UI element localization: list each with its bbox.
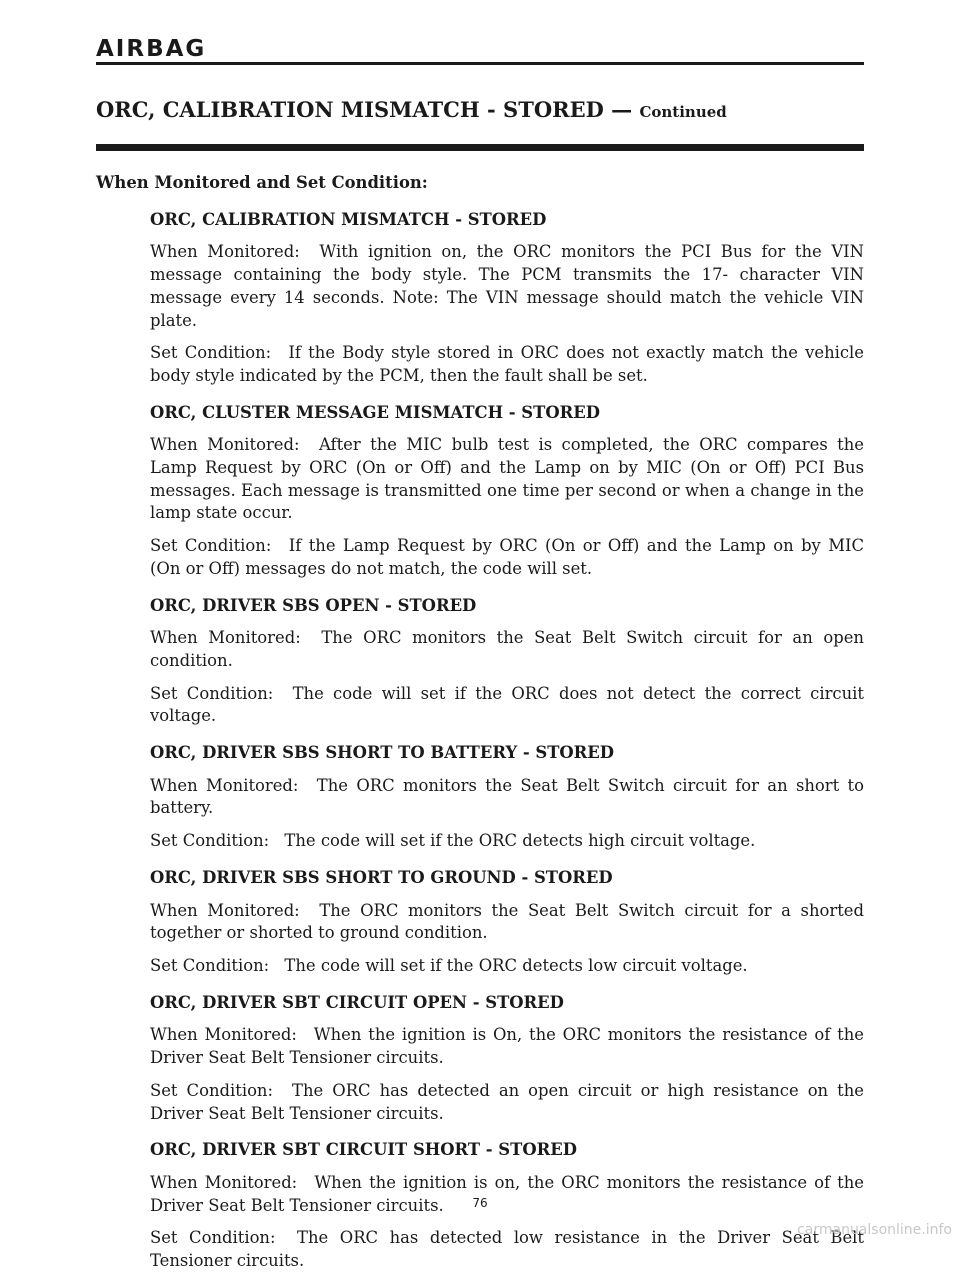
section [150,402,864,581]
condition-label: Set Condition: [150,1080,274,1100]
condition-paragraph [150,775,864,820]
condition-paragraph [150,535,864,580]
condition-label: When Monitored: [150,628,301,648]
watermark: carmanualsonline.info [797,1222,952,1238]
section [150,867,864,978]
condition-paragraph [150,434,864,525]
section [150,742,864,853]
condition-label: Set Condition: [150,536,272,556]
condition-paragraph [150,1024,864,1069]
condition-text: The ORC monitors the Seat Belt Switch circuit for an short to battery. [150,775,865,818]
sections-list [150,209,864,1273]
page-title [96,97,727,122]
condition-paragraph [150,1227,864,1272]
section [150,992,864,1126]
condition-paragraph [150,627,864,672]
condition-text: The ORC monitors the Seat Belt Switch circuit for an open condition. [150,628,864,670]
section-title: ORC, DRIVER SBT CIRCUIT SHORT - STORED [150,1140,577,1160]
section-title: ORC, DRIVER SBS SHORT TO GROUND - STORED [150,867,613,887]
condition-paragraph [150,955,864,978]
condition-paragraph [150,241,864,332]
condition-label: When Monitored: [150,900,300,920]
section-title: ORC, DRIVER SBT CIRCUIT OPEN - STORED [150,992,564,1012]
section-header: AIRBAG [96,36,207,62]
condition-label: When Monitored: [150,1172,298,1192]
condition-text: The ORC monitors the Seat Belt Switch circuit for a shorted together or shorted to ground condition. [150,900,864,943]
continued-label: Continued [639,103,727,121]
condition-text: The code will set if the ORC does not detect the correct circuit voltage. [150,683,864,726]
section-title: ORC, CLUSTER MESSAGE MISMATCH - STORED [150,402,600,422]
page-title-text: ORC, CALIBRATION MISMATCH - STORED — [96,97,633,122]
condition-text: If the Lamp Request by ORC (On or Off) and the Lamp on by MIC (On or Off) messages do not match, the code will set. [150,536,865,578]
condition-text: The ORC has detected low resistance in the Driver Seat Belt Tensioner circuits. [150,1228,864,1271]
condition-paragraph [150,1172,864,1217]
section [150,595,864,729]
condition-text: When the ignition is On, the ORC monitors the resistance of the Driver Seat Belt Tensioner circuits. [150,1025,864,1068]
title-rule [96,144,864,151]
document-body [96,172,864,1287]
condition-label: When Monitored: [150,775,299,795]
condition-label: When Monitored: [150,242,300,262]
condition-text: If the Body style stored in ORC does not exactly match the vehicle body style indicated by the PCM, then the fault shall be set. [150,343,865,385]
condition-paragraph [150,342,864,387]
condition-label: Set Condition: [150,955,270,975]
condition-label: Set Condition: [150,683,274,703]
condition-text: The code will set if the ORC detects high circuit voltage. [284,831,756,851]
condition-paragraph [150,1080,864,1125]
page-number: 76 [472,1196,488,1210]
section-title: ORC, DRIVER SBS OPEN - STORED [150,595,477,615]
condition-text: The ORC has detected an open circuit or high resistance on the Driver Seat Belt Tensioner circuits. [150,1080,864,1123]
condition-label: Set Condition: [150,1228,276,1248]
condition-paragraph [150,830,864,853]
condition-text: When the ignition is on, the ORC monitors the resistance of the Driver Seat Belt Tensioner circuits. [150,1172,864,1215]
condition-text: After the MIC bulb test is completed, the ORC compares the Lamp Request by ORC (On or Off) and the Lamp on by MIC (On or Off) PCI Bus messages. Each message is transmitted one time per second or when a change in the lamp state occur. [150,435,864,523]
condition-paragraph [150,900,864,945]
condition-label: When Monitored: [150,1025,297,1045]
section [150,209,864,388]
section-title: ORC, CALIBRATION MISMATCH - STORED [150,209,547,229]
lead-heading: When Monitored and Set Condition: [96,173,428,192]
condition-label: When Monitored: [150,435,300,455]
condition-paragraph [150,683,864,728]
condition-label: Set Condition: [150,343,272,363]
condition-text: With ignition on, the ORC monitors the PCI Bus for the VIN message containing the body style. The PCM transmits the 17- character VIN message every 14 seconds. Note: The VIN message should match the vehicle VIN plate. [150,242,864,330]
condition-label: Set Condition: [150,831,270,851]
section-title: ORC, DRIVER SBS SHORT TO BATTERY - STORED [150,743,615,763]
condition-text: The code will set if the ORC detects low circuit voltage. [284,955,748,975]
header-rule [96,62,864,65]
